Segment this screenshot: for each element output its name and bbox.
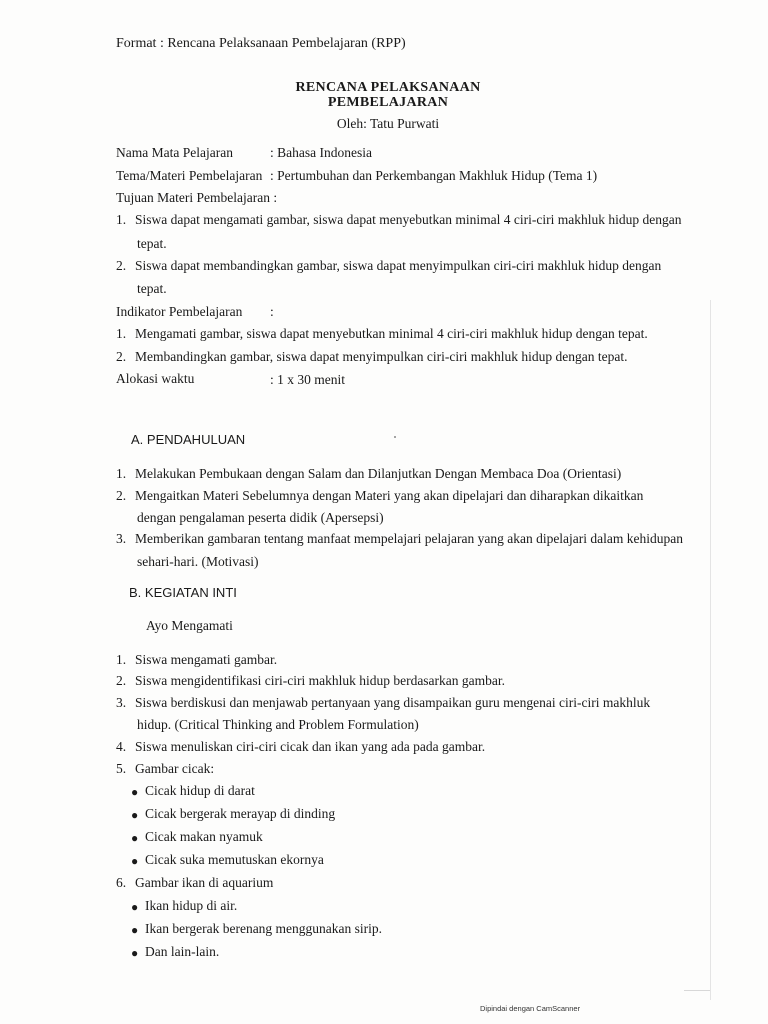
section-b-text: Gambar cicak: — [135, 761, 215, 776]
indicator-number: 1. — [116, 326, 127, 341]
goals-label: Tujuan Materi Pembelajaran : — [116, 190, 278, 205]
bullet-dot-icon: ● — [131, 808, 139, 822]
goal-text-continued: tepat. — [137, 281, 167, 296]
section-a-text-continued: sehari-hari. (Motivasi) — [137, 554, 259, 569]
ikan-bullet-text: Dan lain-lain. — [145, 944, 220, 959]
scanner-watermark: Dipindai dengan CamScanner — [480, 1004, 581, 1013]
section-b-number: 2. — [116, 673, 127, 688]
section-b-text: Gambar ikan di aquarium — [135, 875, 274, 890]
goal-text-continued: tepat. — [137, 236, 167, 251]
section-a-text: Memberikan gambaran tentang manfaat mempelajari pelajaran yang akan dipelajari dalam kehidupan — [135, 531, 684, 546]
time-value: : 1 x 30 menit — [270, 372, 345, 387]
author-line: Oleh: Tatu Purwati — [336, 116, 440, 131]
goal-number: 1. — [116, 212, 127, 227]
indicator-text: Mengamati gambar, siswa dapat menyebutkan minimal 4 ciri-ciri makhluk hidup dengan tepat. — [135, 326, 648, 341]
bullet-dot-icon: ● — [131, 785, 139, 799]
section-b-text: Siswa mengidentifikasi ciri-ciri makhluk hidup berdasarkan gambar. — [135, 673, 506, 688]
subject-value: : Bahasa Indonesia — [270, 145, 372, 160]
cicak-bullet-text: Cicak makan nyamuk — [145, 829, 263, 844]
section-b-subheading: Ayo Mengamati — [146, 618, 233, 633]
section-b-text-continued: hidup. (Critical Thinking and Problem Formulation) — [137, 717, 419, 732]
cicak-bullet-text: Cicak hidup di darat — [145, 783, 255, 798]
bullet-dot-icon: ● — [131, 923, 139, 937]
bullet-dot-icon: ● — [131, 946, 139, 960]
goal-text: Siswa dapat membandingkan gambar, siswa dapat menyimpulkan ciri-ciri makhluk hidup dengan — [135, 258, 662, 273]
document-title-line-1: RENCANA PELAKSANAAN — [295, 80, 481, 95]
section-a-text: Mengaitkan Materi Sebelumnya dengan Materi yang akan dipelajari dan diharapkan dikaitkan — [135, 488, 644, 503]
section-b-text: Siswa menuliskan ciri-ciri cicak dan ikan yang ada pada gambar. — [135, 739, 486, 754]
section-b-number: 6. — [116, 875, 127, 890]
theme-label: Tema/Materi Pembelajaran — [116, 168, 263, 183]
bullet-dot-icon: ● — [131, 831, 139, 845]
format-line: Format : Rencana Pelaksanaan Pembelajaran (RPP) — [116, 36, 406, 51]
document-title-line-2: PEMBELAJARAN — [327, 95, 449, 110]
section-a-number: 3. — [116, 531, 127, 546]
indicators-colon: : — [270, 304, 274, 319]
bullet-dot-icon: ● — [131, 854, 139, 868]
indicators-label: Indikator Pembelajaran — [116, 304, 243, 319]
ikan-bullet-text: Ikan bergerak berenang menggunakan sirip. — [145, 921, 383, 936]
scan-edge-line — [684, 990, 710, 991]
scan-edge-line — [710, 300, 711, 1000]
scan-speck — [394, 436, 396, 438]
cicak-bullet-text: Cicak bergerak merayap di dinding — [145, 806, 336, 821]
section-a-number: 1. — [116, 466, 127, 481]
cicak-bullet-text: Cicak suka memutuskan ekornya — [145, 852, 324, 867]
section-b-number: 1. — [116, 652, 127, 667]
ikan-bullet-text: Ikan hidup di air. — [145, 898, 238, 913]
theme-value: : Pertumbuhan dan Perkembangan Makhluk Hidup (Tema 1) — [270, 168, 598, 183]
subject-label: Nama Mata Pelajaran — [116, 145, 233, 160]
indicator-number: 2. — [116, 349, 127, 364]
goal-number: 2. — [116, 258, 127, 273]
section-a-text: Melakukan Pembukaan dengan Salam dan Dilanjutkan Dengan Membaca Doa (Orientasi) — [135, 466, 622, 481]
time-label: Alokasi waktu — [116, 371, 195, 386]
goal-text: Siswa dapat mengamati gambar, siswa dapat menyebutkan minimal 4 ciri-ciri makhluk hidup dengan — [135, 212, 682, 227]
section-b-number: 3. — [116, 695, 127, 710]
indicator-text: Membandingkan gambar, siswa dapat menyimpulkan ciri-ciri makhluk hidup dengan tepat. — [135, 349, 628, 364]
section-a-text-continued: dengan pengalaman peserta didik (Apersepsi) — [137, 510, 384, 525]
bullet-dot-icon: ● — [131, 900, 139, 914]
section-b-number: 5. — [116, 761, 127, 776]
section-b-heading: B. KEGIATAN INTI — [129, 585, 237, 600]
section-b-text: Siswa berdiskusi dan menjawab pertanyaan yang disampaikan guru mengenai ciri-ciri makhluk — [135, 695, 651, 710]
section-b-number: 4. — [116, 739, 127, 754]
section-a-heading: A. PENDAHULUAN — [131, 432, 246, 447]
section-b-text: Siswa mengamati gambar. — [135, 652, 278, 667]
section-a-number: 2. — [116, 488, 127, 503]
